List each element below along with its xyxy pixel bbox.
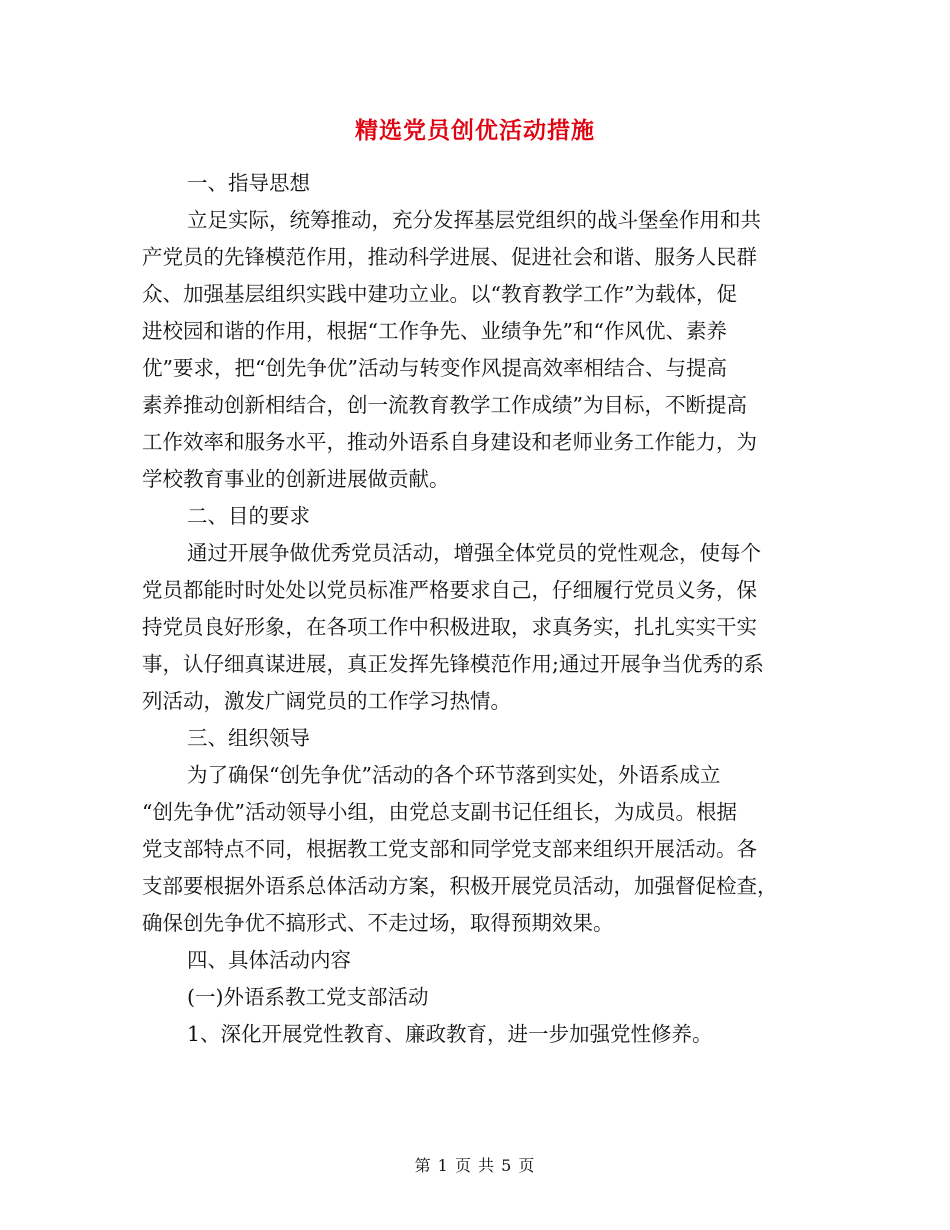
paragraph-line: 党支部特点不同，根据教工党支部和同学党支部来组织开展活动。各 xyxy=(142,837,757,861)
paragraph-line: 列活动，激发广阔党员的工作学习热情。 xyxy=(142,689,511,713)
paragraph-line: 持党员良好形象，在各项工作中积极进取，求真务实，扎扎实实干实 xyxy=(142,615,757,639)
section-heading: (一)外语系教工党支部活动 xyxy=(187,985,429,1009)
paragraph-line: 进校园和谐的作用，根据“工作争先、业绩争先”和“作风优、素养 xyxy=(142,319,727,343)
section-heading: 1、深化开展党性教育、廉政教育，进一步加强党性修养。 xyxy=(187,1022,713,1046)
paragraph-line: 党员都能时时处处以党员标准严格要求自己，仔细履行党员义务，保 xyxy=(142,578,757,602)
paragraph-line: 素养推动创新相结合，创一流教育教学工作成绩”为目标，不断提高 xyxy=(142,393,747,417)
paragraph-line: 立足实际，统筹推动，充分发挥基层党组织的战斗堡垒作用和共 xyxy=(187,208,761,232)
page-footer: 第 1 页 共 5 页 xyxy=(414,1156,536,1175)
paragraph-line: 支部要根据外语系总体活动方案，积极开展党员活动，加强督促检查， xyxy=(142,874,778,898)
paragraph-line: “创先争优”活动领导小组，由党总支副书记任组长，为成员。根据 xyxy=(142,800,737,824)
section-heading: 四、具体活动内容 xyxy=(187,948,351,972)
paragraph-line: 事，认仔细真谋进展，真正发挥先锋模范作用;通过开展争当优秀的系 xyxy=(142,652,764,676)
paragraph-line: 通过开展争做优秀党员活动，增强全体党员的党性观念，使每个 xyxy=(187,541,761,565)
document-title: 精选党员创优活动措施 xyxy=(355,117,595,144)
paragraph-line: 产党员的先锋模范作用，推动科学进展、促进社会和谐、服务人民群 xyxy=(142,245,757,269)
paragraph-line: 确保创先争优不搞形式、不走过场，取得预期效果。 xyxy=(142,911,614,935)
paragraph-line: 学校教育事业的创新进展做贡献。 xyxy=(142,467,450,491)
paragraph-line: 众、加强基层组织实践中建功立业。以“教育教学工作”为载体，促 xyxy=(142,282,737,306)
paragraph-line: 为了确保“创先争优”活动的各个环节落到实处，外语系成立 xyxy=(187,763,721,787)
document-body xyxy=(142,165,807,1053)
section-heading: 二、目的要求 xyxy=(187,504,310,528)
section-heading: 一、指导思想 xyxy=(187,171,310,195)
section-heading: 三、组织领导 xyxy=(187,726,310,750)
paragraph-line: 工作效率和服务水平，推动外语系自身建设和老师业务工作能力，为 xyxy=(142,430,757,454)
paragraph-line: 优”要求，把“创先争优”活动与转变作风提高效率相结合、与提高 xyxy=(142,356,727,380)
